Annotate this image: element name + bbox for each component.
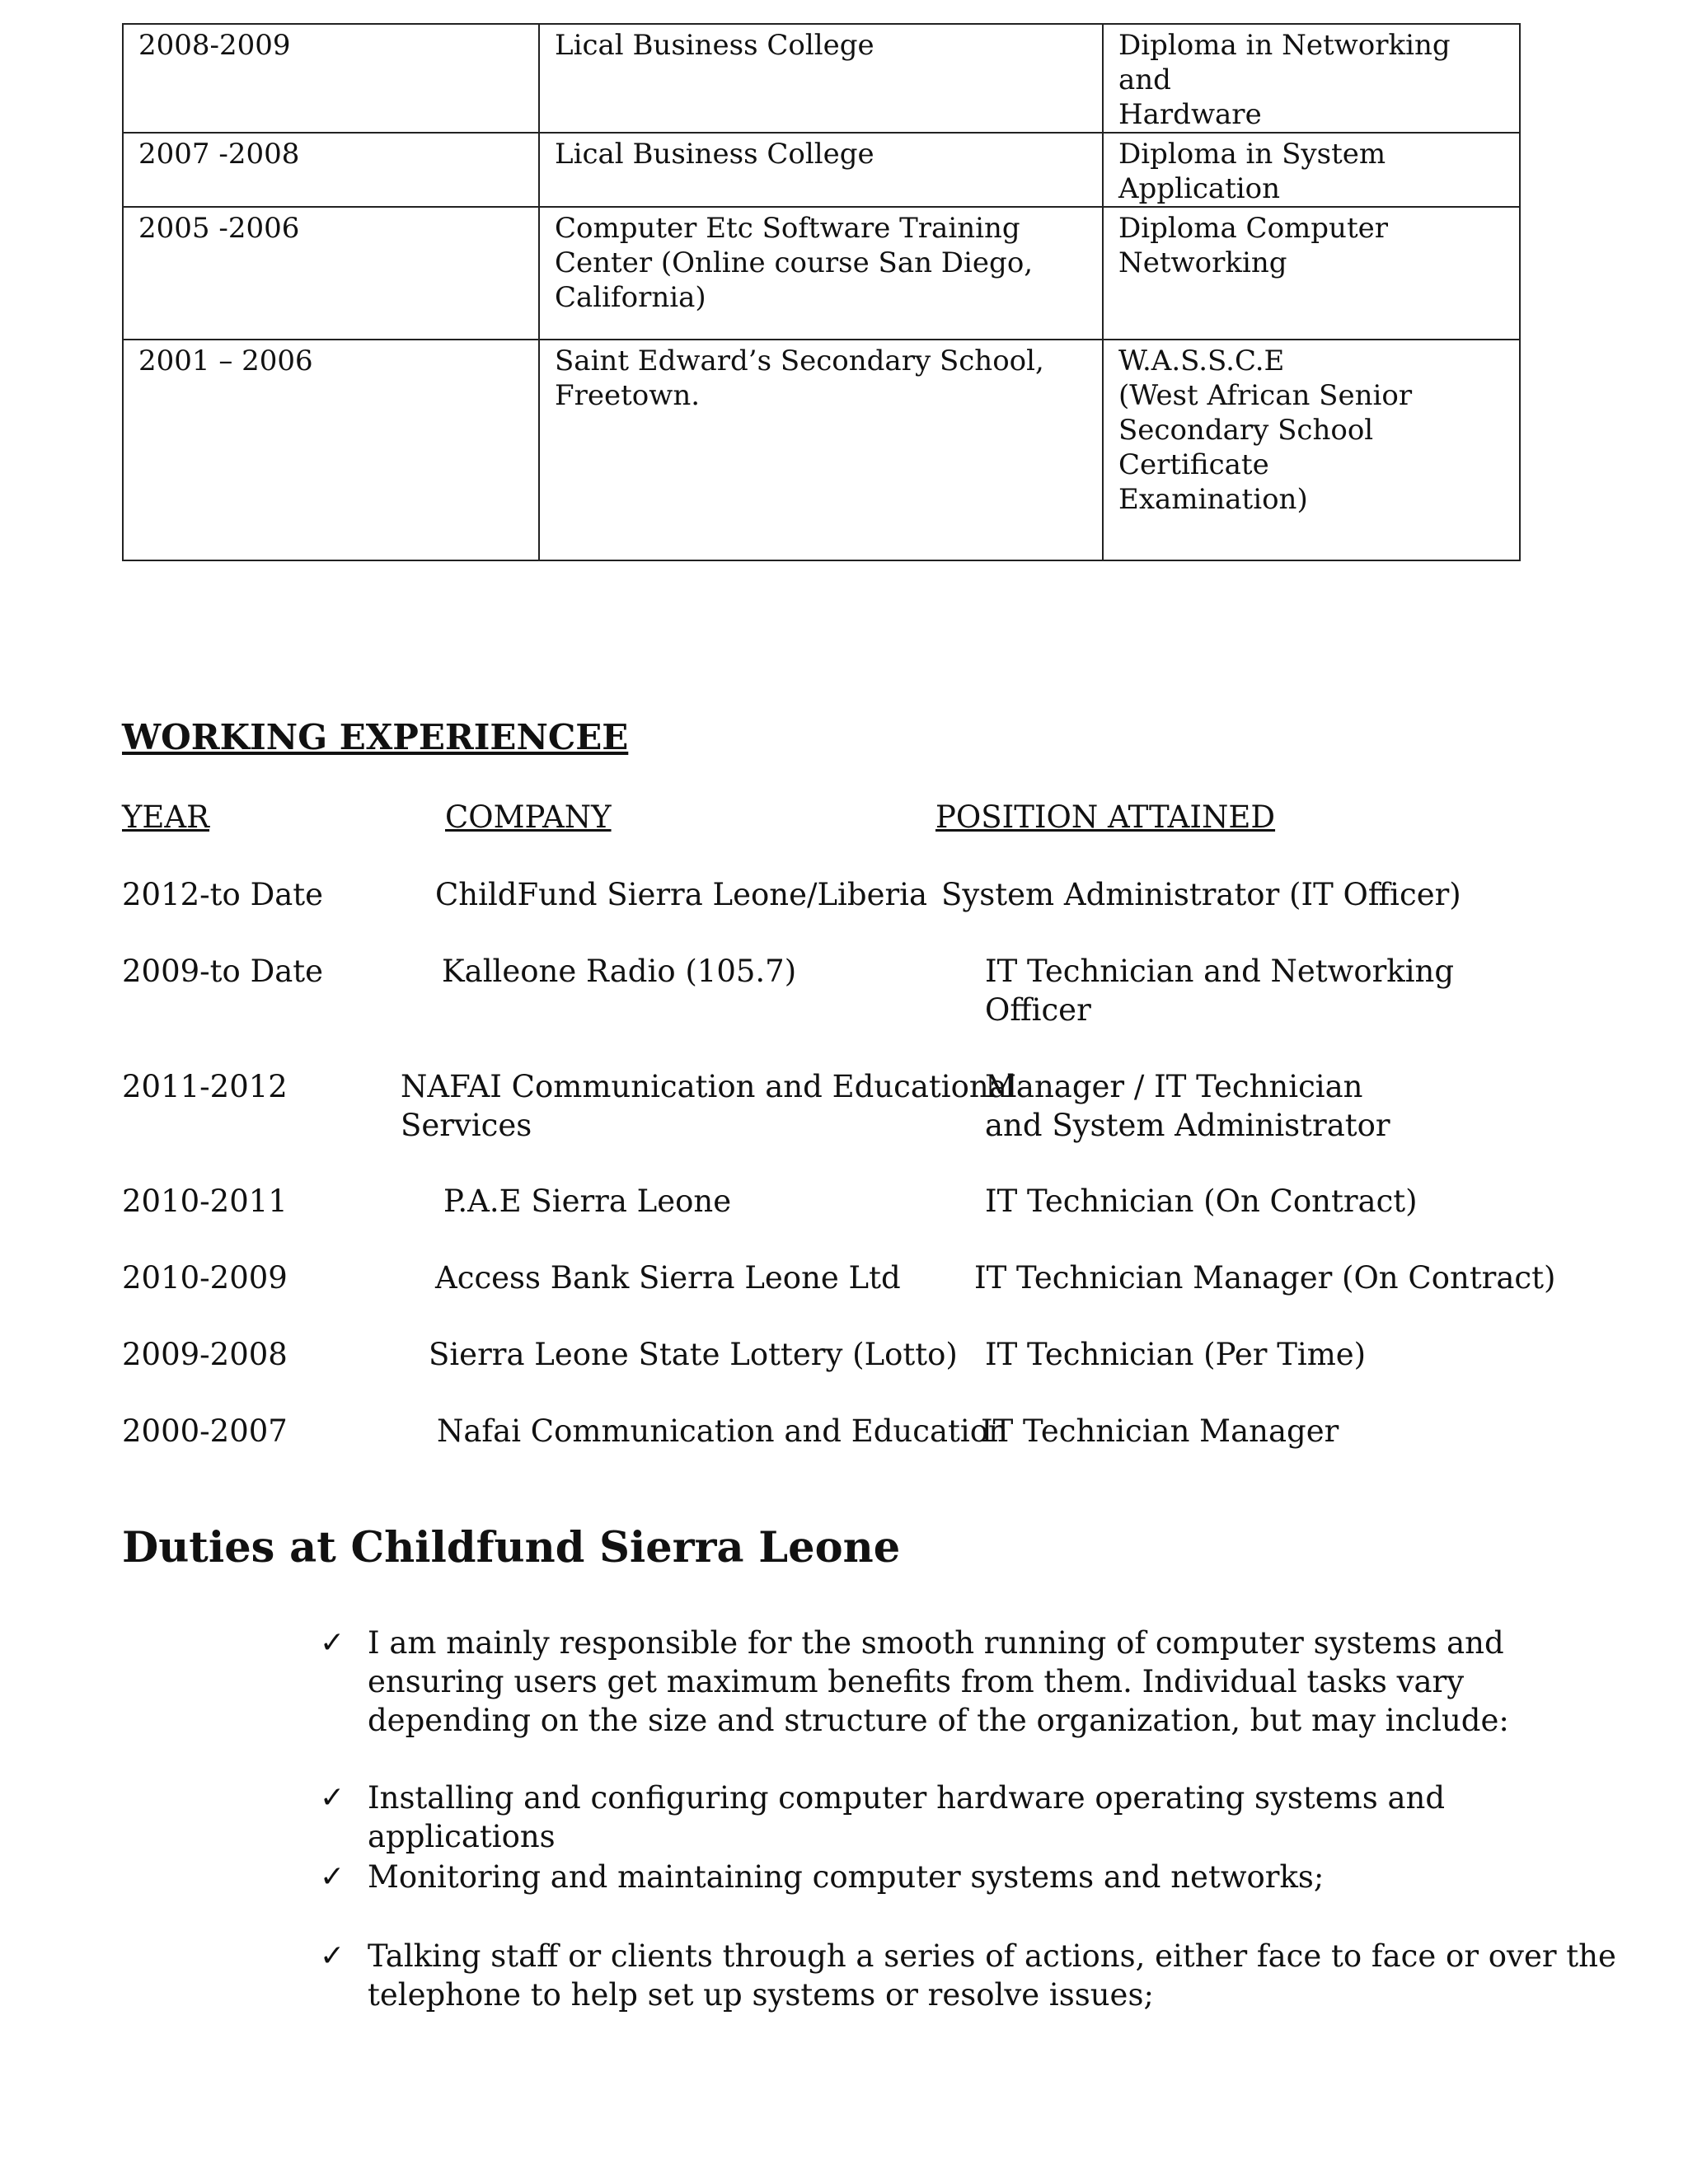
experience-company: NAFAI Communication and Educational Services bbox=[401, 1069, 1017, 1143]
duty-text: I am mainly responsible for the smooth running of computer systems and ensuring users get maximum benefits from them. Individual tasks vary depending on the size and structure of the organization, but may include: bbox=[368, 1625, 1509, 1738]
edu-qualification: Diploma in System Application bbox=[1103, 133, 1520, 207]
experience-company: Nafai Communication and Education bbox=[437, 1413, 1008, 1449]
checkmark-icon: ✓ bbox=[320, 1860, 345, 1894]
duty-text: Installing and configuring computer hardware operating systems and applications bbox=[368, 1780, 1446, 1854]
edu-institution: Computer Etc Software Training Center (Online course San Diego, California) bbox=[539, 207, 1103, 340]
experience-position: System Administrator (IT Officer) bbox=[941, 877, 1461, 912]
edu-year: 2007 -2008 bbox=[123, 133, 539, 207]
edu-year: 2008-2009 bbox=[123, 24, 539, 133]
experience-year: 2011-2012 bbox=[122, 1069, 288, 1104]
duty-text: Talking staff or clients through a series of actions, either face to face or over the telephone to help set up systems or resolve issues; bbox=[368, 1938, 1616, 2013]
checkmark-icon: ✓ bbox=[320, 1626, 345, 1660]
education-table bbox=[122, 23, 1521, 561]
edu-qualification: Diploma Computer Networking bbox=[1103, 207, 1520, 340]
table-row bbox=[123, 340, 1520, 560]
experience-year: 2009-to Date bbox=[122, 954, 324, 989]
column-header-position: POSITION ATTAINED bbox=[935, 799, 1276, 835]
experience-company: Sierra Leone State Lottery (Lotto) bbox=[429, 1337, 958, 1372]
column-header-year: YEAR bbox=[122, 799, 210, 835]
checkmark-icon: ✓ bbox=[320, 1939, 345, 1973]
experience-company: Access Bank Sierra Leone Ltd bbox=[435, 1260, 901, 1296]
experience-position: Manager / IT Technician and System Administrator bbox=[985, 1069, 1390, 1143]
experience-position: IT Technician (On Contract) bbox=[985, 1183, 1418, 1219]
experience-year: 2009-2008 bbox=[122, 1337, 288, 1372]
edu-qualification: Diploma in Networking and Hardware bbox=[1103, 24, 1520, 133]
experience-year: 2000-2007 bbox=[122, 1413, 288, 1449]
edu-institution: Saint Edward’s Secondary School, Freetown. bbox=[539, 340, 1103, 560]
experience-position: IT Technician and Networking Officer bbox=[985, 954, 1455, 1028]
experience-position: IT Technician Manager bbox=[981, 1413, 1339, 1449]
experience-year: 2010-2011 bbox=[122, 1183, 288, 1219]
experience-company: Kalleone Radio (105.7) bbox=[442, 954, 797, 989]
experience-position: IT Technician Manager (On Contract) bbox=[974, 1260, 1556, 1296]
experience-year: 2012-to Date bbox=[122, 877, 324, 912]
working-experience-heading: WORKING EXPERIENCEE bbox=[122, 717, 629, 757]
experience-position: IT Technician (Per Time) bbox=[985, 1337, 1367, 1372]
edu-institution: Lical Business College bbox=[539, 133, 1103, 207]
edu-institution: Lical Business College bbox=[539, 24, 1103, 133]
experience-company: P.A.E Sierra Leone bbox=[443, 1183, 732, 1219]
experience-year: 2010-2009 bbox=[122, 1260, 288, 1296]
edu-year: 2005 -2006 bbox=[123, 207, 539, 340]
experience-company: ChildFund Sierra Leone/Liberia bbox=[435, 877, 928, 912]
table-row bbox=[123, 133, 1520, 207]
duties-heading: Duties at Childfund Sierra Leone bbox=[122, 1523, 901, 1572]
edu-year: 2001 – 2006 bbox=[123, 340, 539, 560]
checkmark-icon: ✓ bbox=[320, 1781, 345, 1815]
table-row bbox=[123, 207, 1520, 340]
edu-qualification: W.A.S.S.C.E (West African Senior Secondary School Certificate Examination) bbox=[1103, 340, 1520, 560]
table-row bbox=[123, 24, 1520, 133]
column-header-company: COMPANY bbox=[445, 799, 612, 835]
duty-text: Monitoring and maintaining computer systems and networks; bbox=[368, 1859, 1325, 1895]
